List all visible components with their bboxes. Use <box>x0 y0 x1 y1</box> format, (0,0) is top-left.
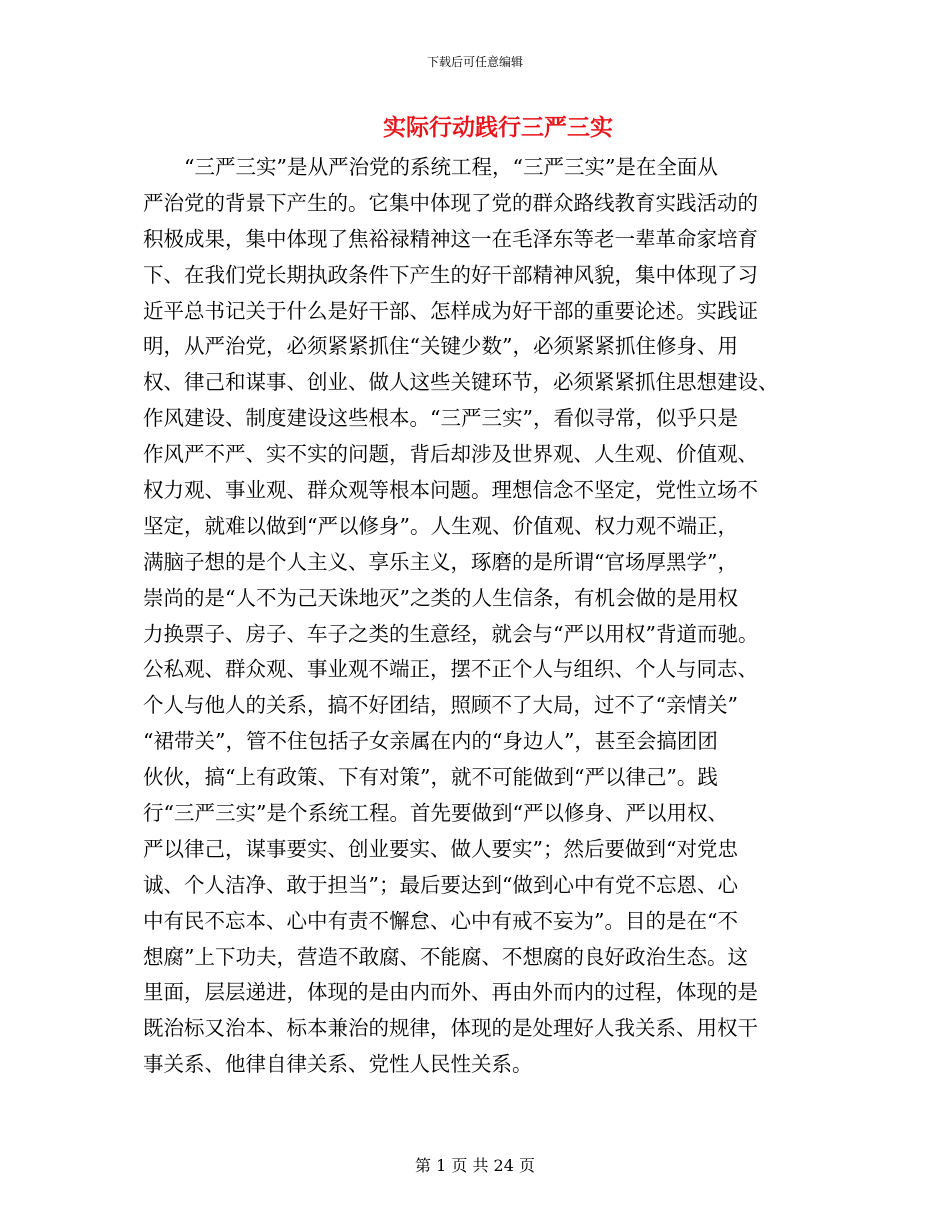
body-line: 作风严不严、实不实的问题，背后却涉及世界观、人生观、价值观、 <box>143 442 758 467</box>
body-line: “裙带关”，管不住包括子女亲属在内的“身边人”，甚至会搞团团 <box>143 729 718 754</box>
body-line: 积极成果，集中体现了焦裕禄精神这一在毛泽东等老一辈革命家培育 <box>143 226 758 251</box>
body-line: 里面，层层递进，体现的是由内而外、再由外而内的过程，体现的是 <box>143 980 758 1005</box>
body-line: 行“三严三实”是个系统工程。首先要做到“严以修身、严以用权、 <box>143 801 728 826</box>
body-line: “三严三实”是从严治党的系统工程，“三严三实”是在全面从 <box>184 155 718 179</box>
body-line: 力换票子、房子、车子之类的生意经，就会与“严以用权”背道而驰。 <box>143 621 759 646</box>
body-line: 坚定，就难以做到“严以修身”。人生观、价值观、权力观不端正， <box>143 513 738 538</box>
page-number: 第 1 页 共 24 页 <box>415 1156 535 1175</box>
body-line: 下、在我们党长期执政条件下产生的好干部精神风貌，集中体现了习 <box>143 262 758 287</box>
body-line: 严治党的背景下产生的。它集中体现了党的群众路线教育实践活动的 <box>143 190 758 215</box>
body-line: 个人与他人的关系，搞不好团结，照顾不了大局，过不了“亲情关” <box>143 693 738 718</box>
body-line: 伙伙，搞“上有政策、下有对策”，就不可能做到“严以律己”。践 <box>143 765 718 790</box>
document-body <box>143 150 779 1083</box>
body-line: 作风建设、制度建设这些根本。“三严三实”，看似寻常，似乎只是 <box>143 406 738 431</box>
document-title: 实际行动践行三严三实 <box>383 115 613 141</box>
body-line: 既治标又治本、标本兼治的规律，体现的是处理好人我关系、用权干 <box>143 1016 758 1041</box>
body-line: 权力观、事业观、群众观等根本问题。理想信念不坚定，党性立场不 <box>143 478 758 503</box>
body-line: 满脑子想的是个人主义、享乐主义，琢磨的是所谓“官场厚黑学”， <box>143 549 738 574</box>
body-line: 崇尚的是“人不为己天诛地灭”之类的人生信条，有机会做的是用权 <box>143 585 738 610</box>
body-line: 事关系、他律自律关系、党性人民性关系。 <box>143 1052 533 1077</box>
body-line: 权、律己和谋事、创业、做人这些关键环节，必须紧紧抓住思想建设、 <box>143 370 779 395</box>
body-line: 想腐”上下功夫，营造不敢腐、不能腐、不想腐的良好政治生态。这 <box>143 944 748 969</box>
body-line: 近平总书记关于什么是好干部、怎样成为好干部的重要论述。实践证 <box>143 298 758 323</box>
body-line: 明，从严治党，必须紧紧抓住“关键少数”，必须紧紧抓住修身、用 <box>143 334 738 359</box>
body-line: 严以律己，谋事要实、创业要实、做人要实”；然后要做到“对党忠 <box>143 836 738 861</box>
body-line: 中有民不忘本、心中有责不懈怠、心中有戒不妄为”。目的是在“不 <box>143 908 738 933</box>
body-line: 诚、个人洁净、敢于担当”；最后要达到“做到心中有党不忘恩、心 <box>143 872 738 897</box>
page-header: 下载后可任意编辑 <box>426 55 523 69</box>
body-line: 公私观、群众观、事业观不端正，摆不正个人与组织、个人与同志、 <box>143 657 758 682</box>
